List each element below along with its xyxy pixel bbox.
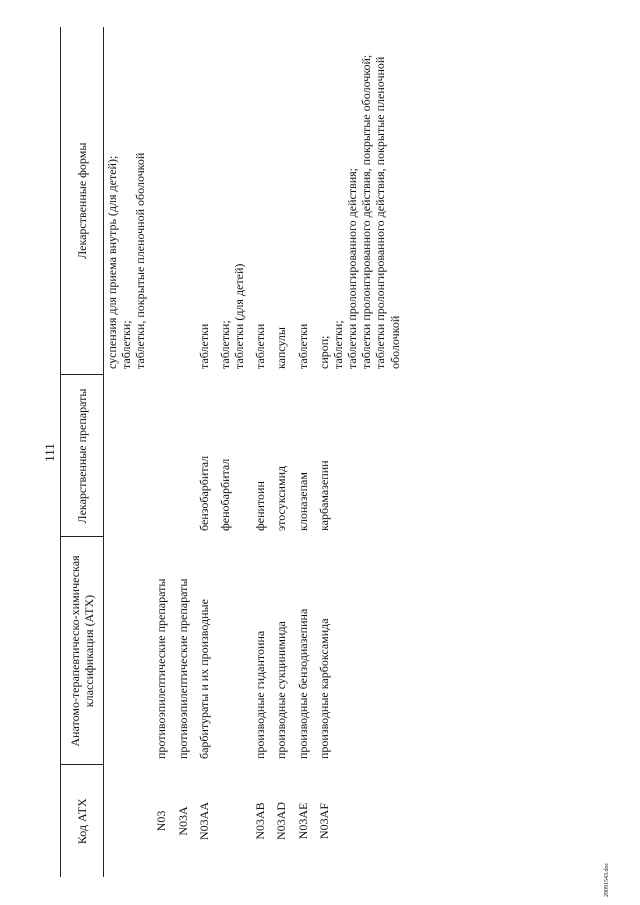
classification-cell: производные карбоксамида [316, 618, 331, 759]
dosage-form-line: таблетки пролонгированного действия; [345, 167, 360, 369]
dosage-forms-cell [175, 27, 196, 375]
drug-cell: карбамазепин [316, 460, 331, 531]
drug-cell: этосуксимид [274, 465, 289, 531]
classification-cell: противоэпилептические препараты [175, 578, 190, 759]
classification-cell [217, 537, 252, 765]
classification-cell: производные гидантоина [253, 630, 268, 759]
dosage-form-line: таблетки [253, 323, 268, 369]
header-drugs: Лекарственные препараты [61, 375, 104, 537]
dosage-form-line: суспензия для приема внутрь (для детей); [105, 155, 119, 369]
table-row [196, 27, 217, 877]
dosage-forms-cell [153, 27, 174, 375]
dosage-form-line: таблетки пролонгированного действия, покрытые оболочкой; [359, 54, 374, 369]
dosage-form-line: таблетки пролонгированного действия, покрытые пленочной оболочкой [373, 56, 402, 369]
drug-cell: бензобарбитал [196, 455, 211, 531]
atc-code-cell: N03AD [274, 802, 289, 840]
dosage-form-line: таблетки [295, 323, 310, 369]
drug-cell: клоназепам [295, 472, 310, 531]
dosage-forms-cell [252, 27, 273, 375]
classification-cell: противоэпилептические препараты [154, 578, 169, 759]
header-classification: Анатомо-терапевтическо-химическая классификация (АТХ) [61, 537, 104, 765]
drug-cell: фенобарбитал [217, 458, 232, 531]
dosage-form-line: сироп; [316, 335, 331, 369]
atc-code-cell: N03AF [316, 803, 331, 840]
header-forms: Лекарственные формы [61, 27, 104, 375]
atc-code-cell: N03AB [253, 802, 268, 840]
dosage-forms-cell [217, 27, 252, 375]
table-row [217, 27, 252, 877]
atc-code-cell: N03AE [295, 802, 310, 840]
drug-cell [153, 375, 174, 537]
atc-code-cell [217, 765, 252, 877]
dosage-forms-cell [273, 27, 294, 375]
classification-cell: барбитураты и их производные [196, 599, 211, 759]
classification-cell: производные бензодиазепина [295, 608, 310, 759]
atc-code-cell [104, 765, 154, 877]
page-number: 111 [42, 443, 57, 462]
table-row [273, 27, 294, 877]
atc-code-cell: N03AA [196, 802, 211, 840]
dosage-form-line: таблетки; [330, 320, 345, 369]
dosage-form-line: таблетки [196, 323, 211, 369]
atc-code-cell: N03 [154, 810, 169, 832]
dosage-form-line: таблетки; [119, 320, 134, 369]
table-body [104, 27, 408, 877]
dosage-form-line: таблетки, покрытые пленочной оболочкой [133, 152, 148, 369]
dosage-forms-cell [104, 27, 154, 375]
drug-cell [175, 375, 196, 537]
table-header [61, 27, 104, 877]
document-footer: 29091543.doc [604, 862, 610, 897]
table-row [252, 27, 273, 877]
atc-code-cell: N03A [175, 806, 190, 836]
dosage-forms-cell [196, 27, 217, 375]
classification-cell: производные сукцинимида [274, 621, 289, 759]
dosage-forms-cell [295, 27, 316, 375]
table-row [104, 27, 154, 877]
dosage-form-line: таблетки; [217, 320, 232, 369]
drug-cell: фенитоин [253, 481, 268, 531]
table-row [175, 27, 196, 877]
header-code: Код АТХ [61, 765, 104, 877]
table-row [295, 27, 316, 877]
atc-table [60, 27, 408, 877]
table-row [153, 27, 174, 877]
dosage-form-line: таблетки (для детей) [232, 263, 247, 369]
table-row [316, 27, 408, 877]
dosage-form-line: капсулы [274, 327, 289, 369]
dosage-forms-cell [316, 27, 408, 375]
drug-cell [104, 375, 154, 537]
classification-cell [104, 537, 154, 765]
